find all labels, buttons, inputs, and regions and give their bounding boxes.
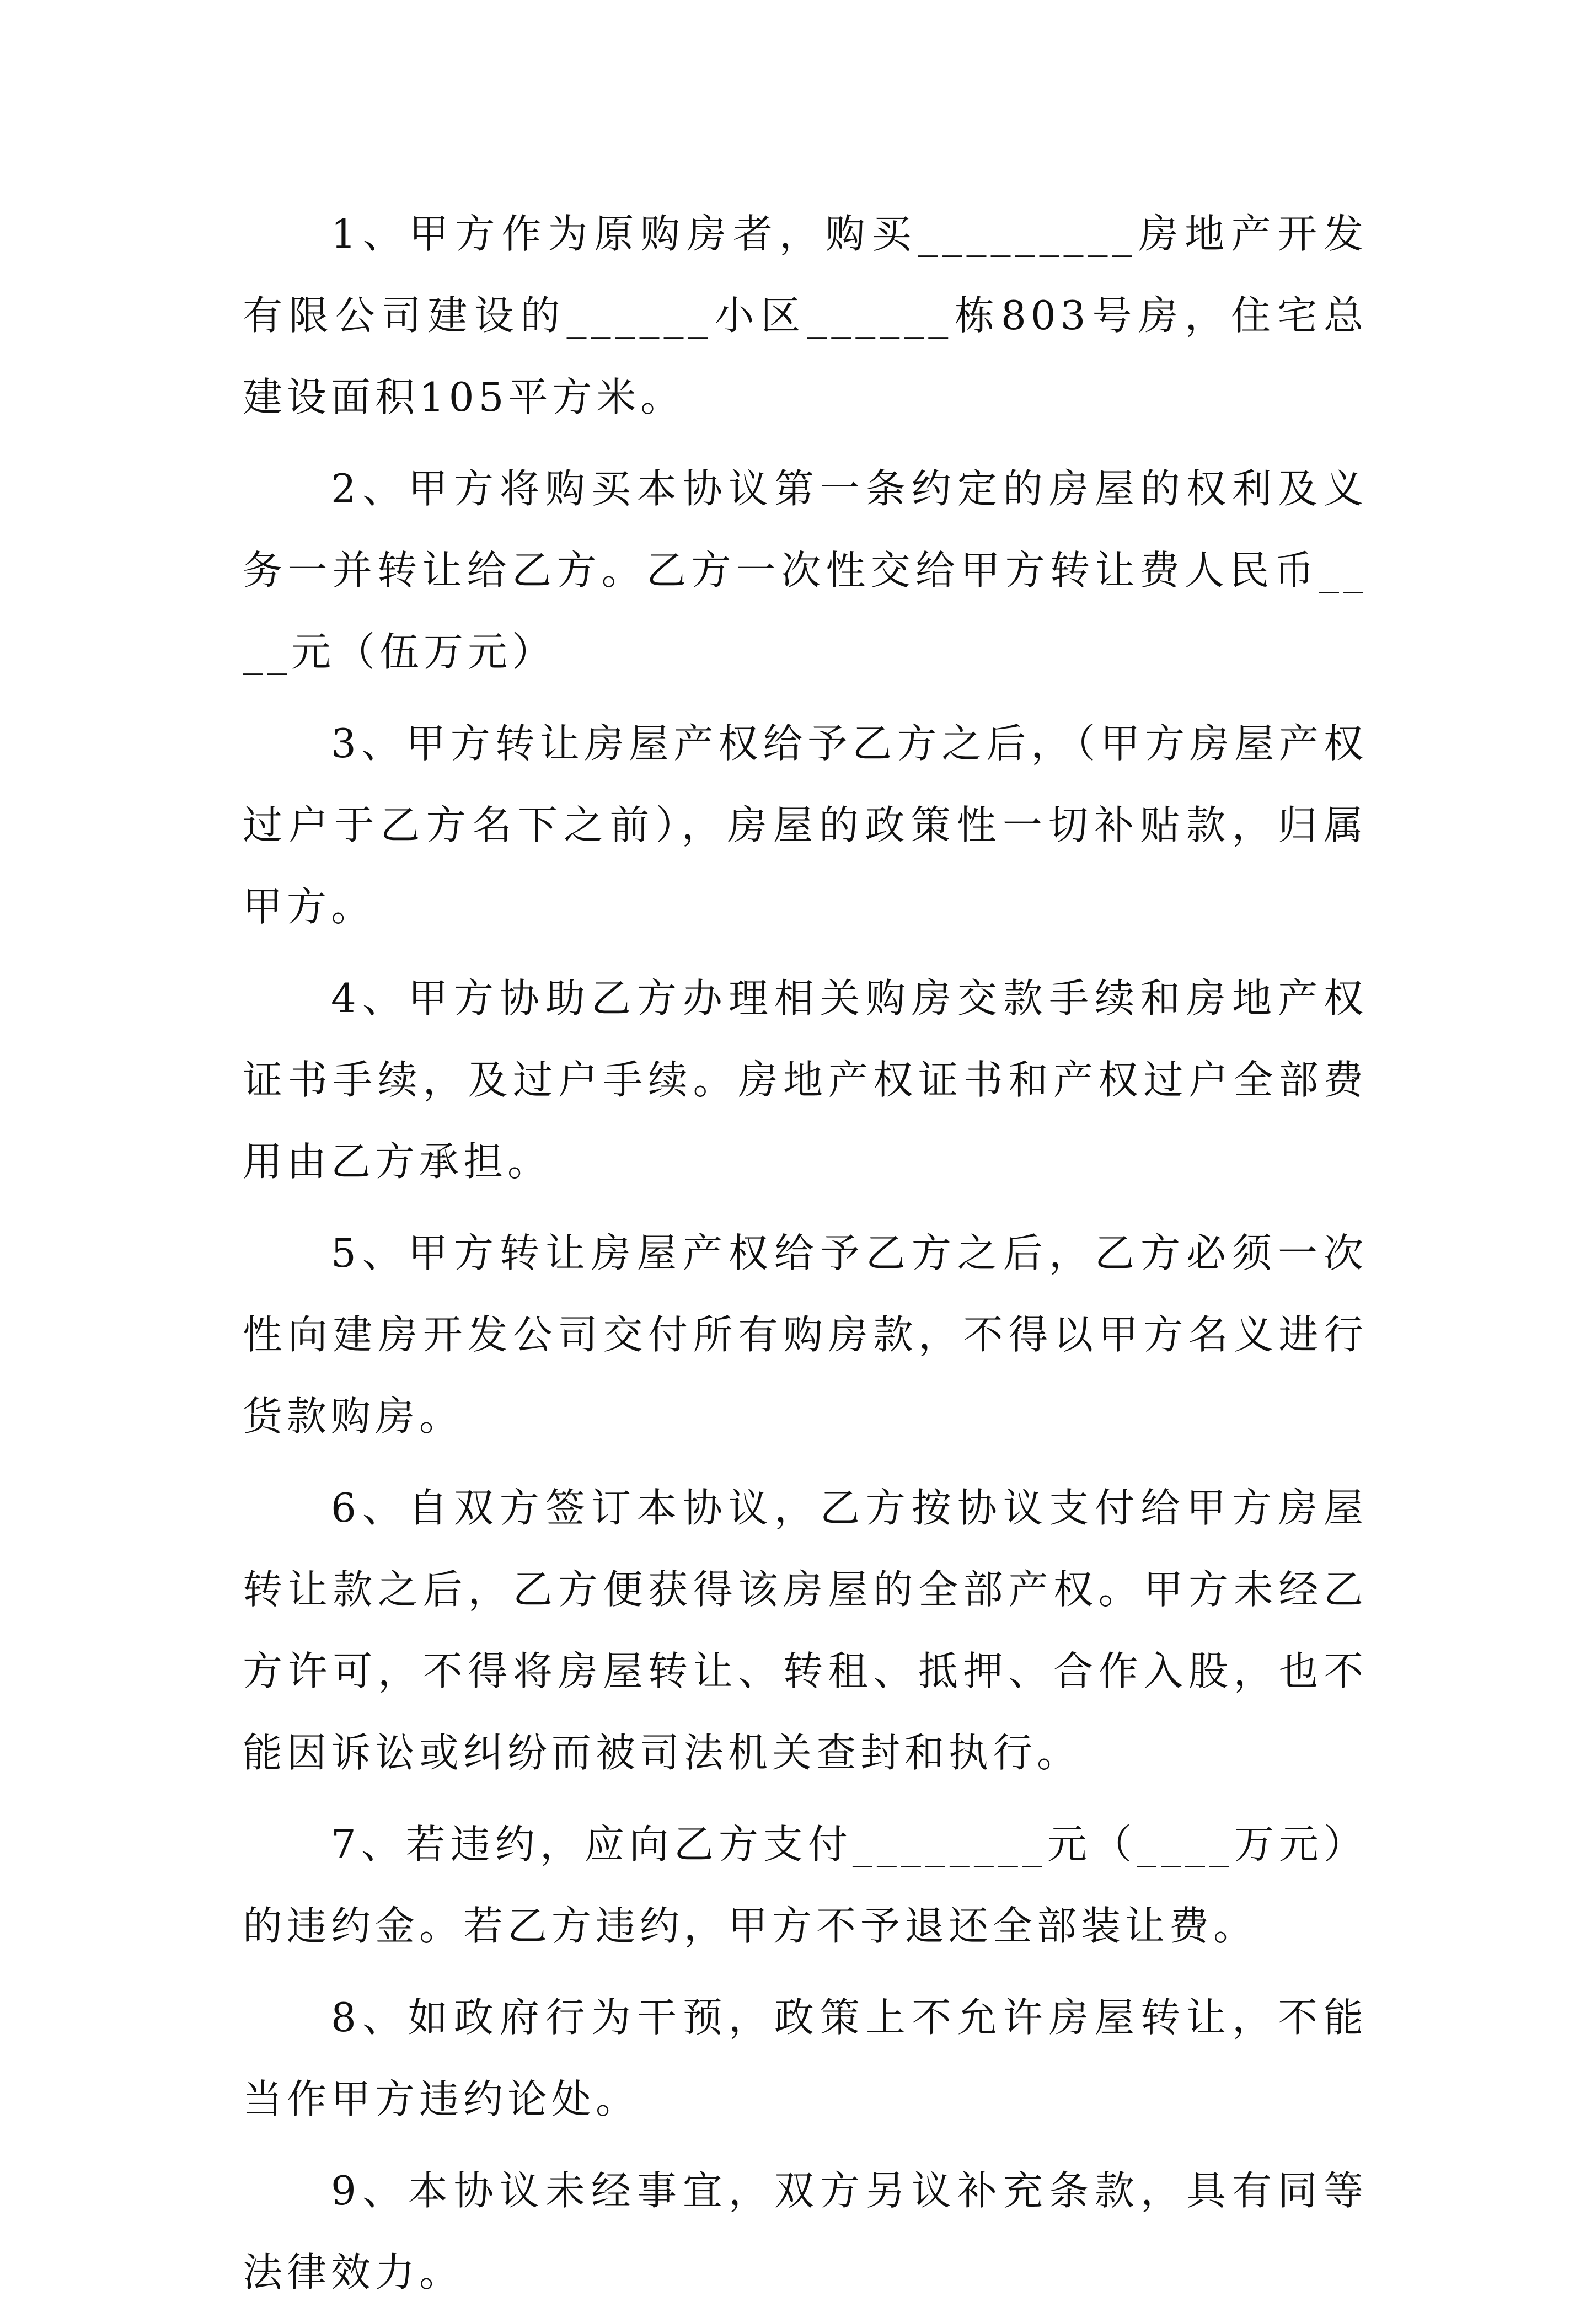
clause-9: 9、本协议未经事宜，双方另议补充条款，具有同等法律效力。: [243, 2167, 1368, 2295]
clause-5: 5、甲方转让房屋产权给予乙方之后，乙方必须一次性向建房开发公司交付所有购房款，不得以甲方名义进行货款购房。: [243, 1230, 1368, 1439]
clause-6: 6、自双方签订本协议，乙方按协议支付给甲方房屋转让款之后，乙方便获得该房屋的全部产权。甲方未经乙方许可，不得将房屋转让、转租、抵押、合作入股，也不能因诉讼或纠纷而被司法机关查封和执行。: [243, 1485, 1368, 1776]
clause-3: 3、甲方转让房屋产权给予乙方之后，（甲方房屋产权过户于乙方名下之前），房屋的政策性一切补贴款，归属甲方。: [243, 720, 1368, 930]
clause-8: 8、如政府行为干预，政策上不允许房屋转让，不能当作甲方违约论处。: [243, 1994, 1368, 2122]
clause-7: 7、若违约，应向乙方支付________元（____万元）的违约金。若乙方违约，甲方不予退还全部装让费。: [243, 1821, 1368, 1949]
agreement-body: [243, 193, 1368, 2323]
clause-1: 1、甲方作为原购房者，购买_________房地产开发有限公司建设的______小区______栋803号房，住宅总建设面积105平方米。: [243, 211, 1368, 420]
clause-4: 4、甲方协助乙方办理相关购房交款手续和房地产权证书手续，及过户手续。房地产权证书和产权过户全部费用由乙方承担。: [243, 975, 1368, 1185]
clause-2: 2、甲方将购买本协议第一条约定的房屋的权利及义务一并转让给乙方。乙方一次性交给甲方转让费人民币____元（伍万元）: [243, 465, 1368, 675]
